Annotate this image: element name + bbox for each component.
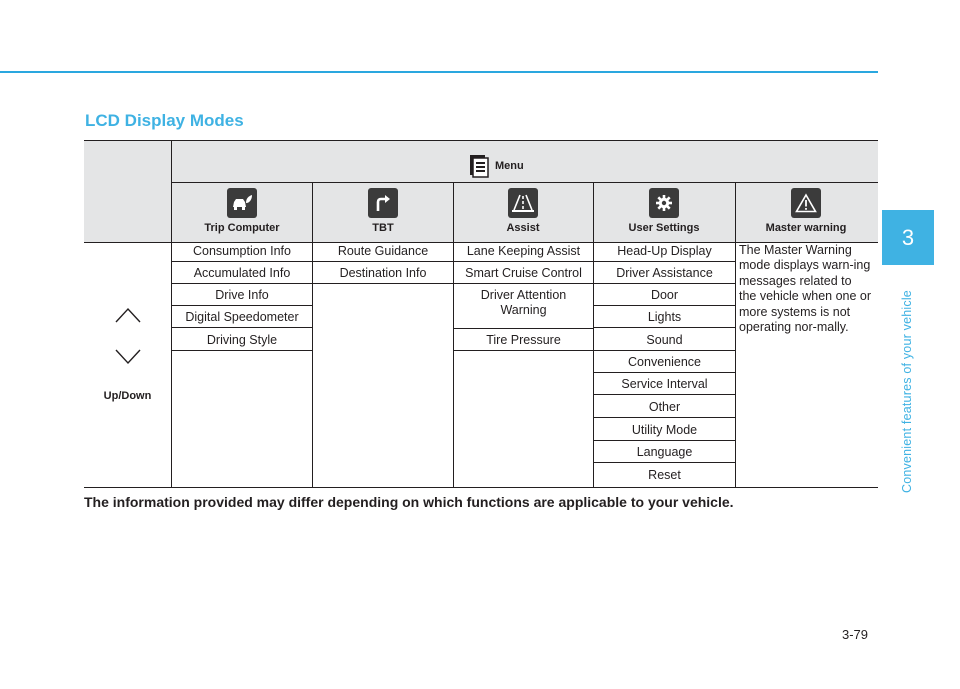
master-warning-description: The Master Warning mode displays warn-ing messages related to the vehicle when one or more systems is not operating nor-mally. — [739, 243, 872, 335]
list-item: Reset — [648, 468, 681, 482]
tab-label-assist: Assist — [506, 222, 540, 234]
list-item: Door — [594, 284, 735, 306]
list-item: Language — [594, 441, 735, 463]
list-item: Accumulated Info — [172, 262, 312, 284]
list-item: Head-Up Display — [594, 240, 735, 262]
tab-label-tbt: TBT — [372, 222, 394, 234]
list-item: Utility Mode — [594, 419, 735, 441]
menu-text: Menu — [495, 160, 524, 172]
list-item: Smart Cruise Control — [454, 262, 593, 284]
turn-arrow-icon — [368, 188, 398, 218]
footnote: The information provided may differ depending on which functions are applicable to your vehicle. — [84, 494, 734, 510]
car-eco-icon — [227, 188, 257, 218]
list-item: Driving Style — [172, 329, 312, 351]
list-item: Route Guidance — [313, 240, 453, 262]
chevron-up-icon — [115, 307, 141, 323]
list-item: Driver Attention Warning — [454, 284, 593, 329]
list-item: Lights — [594, 306, 735, 328]
tab-user-settings — [594, 183, 734, 238]
list-item: Convenience — [594, 351, 735, 373]
list-item: Driver Assistance — [594, 262, 735, 284]
updown-label: Up/Down — [103, 390, 152, 402]
list-item: Digital Speedometer — [172, 306, 312, 328]
tab-master-warning — [736, 183, 876, 238]
list-item: Drive Info — [172, 284, 312, 306]
tab-assist — [453, 183, 593, 238]
list-item: Other — [594, 396, 735, 418]
gear-icon — [649, 188, 679, 218]
list-item: Consumption Info — [172, 240, 312, 262]
chevron-down-icon — [115, 349, 141, 365]
chapter-title: Convenient features of your vehicle — [900, 290, 914, 493]
header-corner-cell — [84, 140, 171, 243]
menu-list-icon — [469, 154, 490, 178]
warning-triangle-icon — [791, 188, 821, 218]
lcd-modes-table — [84, 140, 878, 488]
section-title: LCD Display Modes — [85, 111, 244, 130]
list-item: Destination Info — [313, 262, 453, 284]
menu-label — [469, 154, 524, 178]
tab-label-master-warning: Master warning — [765, 222, 847, 234]
list-item: Tire Pressure — [454, 329, 593, 351]
tab-label-user-settings: User Settings — [628, 222, 700, 234]
list-item: Sound — [594, 329, 735, 351]
tab-tbt — [313, 183, 453, 238]
tab-trip-computer — [172, 183, 312, 238]
top-rule — [0, 71, 878, 73]
lane-road-icon — [508, 188, 538, 218]
list-item: Lane Keeping Assist — [454, 240, 593, 262]
list-item: Service Interval — [594, 373, 735, 395]
updown-control — [84, 243, 171, 488]
tab-label-trip-computer: Trip Computer — [204, 222, 280, 234]
chapter-tab: 3 — [882, 210, 934, 265]
page-number: 3-79 — [842, 627, 869, 642]
menu-header-cell — [171, 140, 878, 183]
